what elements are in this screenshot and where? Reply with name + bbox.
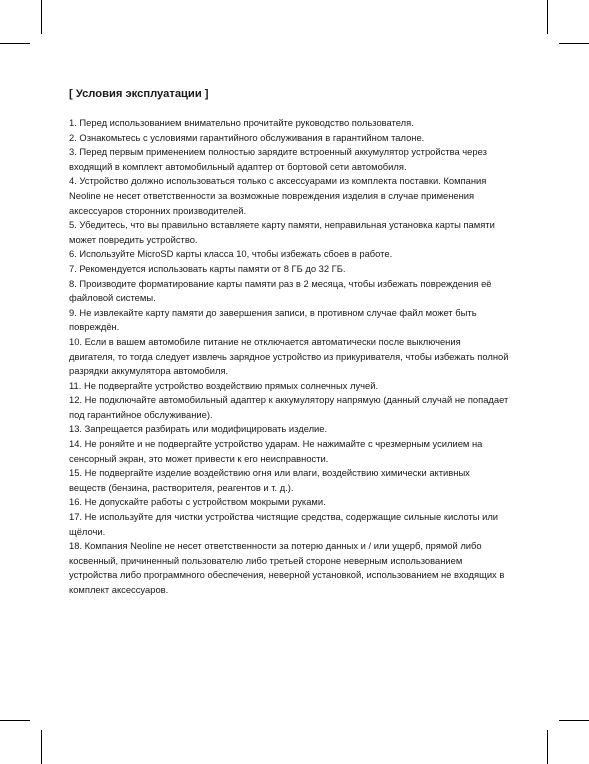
- list-item: 4. Устройство должно использоваться только с аксессуарами из комплекта поставки. Компания Neoline не несет ответственности за возможные повреждения изделия в случае применения аксессуаров сторонних производителей.: [69, 175, 487, 216]
- crop-mark: [0, 720, 30, 721]
- list-item: 2. Ознакомьтесь с условиями гарантийного обслуживания в гарантийном талоне.: [69, 131, 425, 143]
- list-item: 17. Не используйте для чистки устройства чистящие средства, содержащие сильные кислоты или щёлочи.: [69, 511, 499, 537]
- conditions-list: [69, 116, 509, 598]
- list-item: 15. Не подвергайте изделие воздействию огня или влаги, воздействию химически активных веществ (бензина, растворителя, реагентов и т. д.).: [69, 467, 470, 493]
- crop-mark: [547, 0, 548, 34]
- page-title: [ Условия эксплуатации ]: [69, 88, 209, 100]
- crop-mark: [547, 730, 548, 764]
- crop-mark: [559, 43, 589, 44]
- list-item: 9. Не извлекайте карту памяти до завершения записи, в противном случае файл может быть повреждён.: [69, 306, 477, 333]
- list-item: 11. Не подвергайте устройство воздействию прямых солнечных лучей.: [69, 379, 379, 391]
- list-item: 12. Не подключайте автомобильный адаптер к аккумулятору напрямую (данный случай не попадает под гарантийное обслуживание).: [69, 394, 509, 420]
- list-item: 18. Компания Neoline не несет ответственности за потерю данных и / или ущерб, прямой либо косвенный, причиненный пользователю либо третьей стороне неверным использованием устройства либо программного обеспечения, неверной установкой, использованием не входящих в комплект аксессуаров.: [69, 540, 505, 595]
- list-item: 13. Запрещается разбирать или модифицировать изделие.: [69, 423, 328, 435]
- list-item: 5. Убедитесь, что вы правильно вставляете карту памяти, неправильная установка карты памяти может повредить устройство.: [69, 219, 495, 245]
- list-item: 8. Производите форматирование карты памяти раз в 2 месяца, чтобы избежать повреждения её файловой системы.: [69, 277, 492, 304]
- list-item: 1. Перед использованием внимательно прочитайте руководство пользователя.: [69, 117, 414, 128]
- list-item: 10. Если в вашем автомобиле питание не отключается автоматически после выключения двигателя, то тогда следует извлечь зарядное устройство из прикуривателя, чтобы избежать полной разрядки аккумулятора автомобиля.: [69, 335, 509, 377]
- list-item: 7. Рекомендуется использовать карты памяти от 8 ГБ до 32 ГБ.: [69, 262, 346, 274]
- crop-mark: [41, 0, 42, 34]
- crop-mark: [559, 720, 589, 721]
- list-item: 16. Не допускайте работы с устройством мокрыми руками.: [69, 496, 326, 508]
- crop-mark: [41, 730, 42, 764]
- list-item: 6. Используйте MicroSD карты класса 10, чтобы избежать сбоев в работе.: [69, 248, 393, 260]
- page-content: [69, 88, 509, 598]
- list-item: 3. Перед первым применением полностью зарядите встроенный аккумулятор устройства через входящий в комплект автомобильный адаптер от бортовой сети автомобиля.: [69, 146, 487, 172]
- crop-mark: [0, 43, 30, 44]
- list-item: 14. Не роняйте и не подвергайте устройство ударам. Не нажимайте с чрезмерным усилием на сенсорный экран, это может привести к его неисправности.: [69, 438, 483, 464]
